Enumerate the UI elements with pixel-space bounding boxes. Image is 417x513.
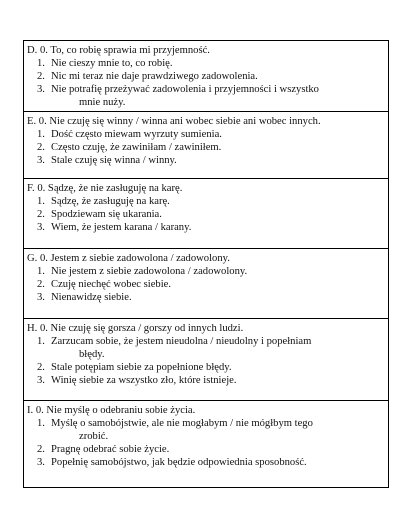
option-number: 1. bbox=[37, 266, 45, 277]
option-number: 2. bbox=[37, 209, 45, 220]
option-text-continued: mnie nuży. bbox=[79, 97, 126, 108]
item-e-option-3 bbox=[27, 154, 384, 167]
option-number: 3. bbox=[37, 84, 45, 95]
option-text: Często czuję, że zawiniłam / zawiniłem. bbox=[51, 142, 222, 153]
item-e-stem: E. 0. Nie czuję się winny / winna ani wobec siebie ani wobec innych. bbox=[27, 116, 321, 127]
option-text-continued: błędy. bbox=[79, 349, 105, 360]
item-i-option-3 bbox=[27, 456, 384, 469]
option-number: 1. bbox=[37, 196, 45, 207]
option-text: Nic mi teraz nie daje prawdziwego zadowolenia. bbox=[51, 71, 258, 82]
option-text: Popełnię samobójstwo, jak będzie odpowiednia sposobność. bbox=[51, 457, 307, 468]
option-text: Winię siebie za wszystko zło, które istnieje. bbox=[51, 375, 237, 386]
option-number: 3. bbox=[37, 292, 45, 303]
option-text: Myślę o samobójstwie, ale nie mogłabym / nie mógłbym tego bbox=[51, 418, 313, 429]
option-text: Sądzę, że zasługuję na karę. bbox=[51, 196, 170, 207]
item-f-options bbox=[27, 195, 384, 234]
option-number: 3. bbox=[37, 222, 45, 233]
option-number: 2. bbox=[37, 279, 45, 290]
item-d-option-2 bbox=[27, 70, 384, 83]
option-text: Nie jestem z siebie zadowolona / zadowolony. bbox=[51, 266, 248, 277]
option-text: Nie cieszy mnie to, co robię. bbox=[51, 58, 173, 69]
option-number: 2. bbox=[37, 142, 45, 153]
option-number: 1. bbox=[37, 336, 45, 347]
item-f bbox=[24, 178, 388, 248]
option-text: Czuję niechęć wobec siebie. bbox=[51, 279, 172, 290]
item-e-option-1 bbox=[27, 128, 384, 141]
item-g-option-3 bbox=[27, 291, 384, 304]
item-d-option-1 bbox=[27, 57, 384, 70]
option-text: Nie potrafię przeżywać zadowolenia i przyjemności i wszystko bbox=[51, 84, 319, 95]
option-number: 3. bbox=[37, 375, 45, 386]
option-number: 2. bbox=[37, 444, 45, 455]
item-i-stem: I. 0. Nie myślę o odebraniu sobie życia. bbox=[27, 405, 196, 416]
item-i-options bbox=[27, 417, 384, 469]
item-e-options bbox=[27, 128, 384, 167]
item-h-stem: H. 0. Nie czuję się gorsza / gorszy od innych ludzi. bbox=[27, 323, 244, 334]
item-h bbox=[24, 318, 388, 400]
option-text: Wiem, że jestem karana / karany. bbox=[51, 222, 192, 233]
option-number: 1. bbox=[37, 418, 45, 429]
item-f-option-2 bbox=[27, 208, 384, 221]
option-text: Stale czuję się winna / winny. bbox=[51, 155, 177, 166]
item-f-option-1 bbox=[27, 195, 384, 208]
item-g bbox=[24, 248, 388, 318]
item-i-option-1 bbox=[27, 417, 384, 443]
option-text: Zarzucam sobie, że jestem nieudolna / nieudolny i popełniam bbox=[51, 336, 312, 347]
option-number: 3. bbox=[37, 155, 45, 166]
option-number: 1. bbox=[37, 58, 45, 69]
item-g-option-2 bbox=[27, 278, 384, 291]
item-d-options bbox=[27, 57, 384, 109]
item-e bbox=[24, 111, 388, 178]
item-d-option-3 bbox=[27, 83, 384, 109]
item-e-option-2 bbox=[27, 141, 384, 154]
option-number: 1. bbox=[37, 129, 45, 140]
option-text: Dość często miewam wyrzuty sumienia. bbox=[51, 129, 222, 140]
option-text: Nienawidzę siebie. bbox=[51, 292, 132, 303]
option-number: 3. bbox=[37, 457, 45, 468]
option-text: Pragnę odebrać sobie życie. bbox=[51, 444, 170, 455]
option-number: 2. bbox=[37, 71, 45, 82]
option-text-continued: zrobić. bbox=[79, 431, 109, 442]
item-i-option-2 bbox=[27, 443, 384, 456]
item-h-option-1 bbox=[27, 335, 384, 361]
item-h-option-3 bbox=[27, 374, 384, 387]
option-text: Stale potępiam siebie za popełnione błędy. bbox=[51, 362, 232, 373]
item-f-stem: F. 0. Sądzę, że nie zasługuję na karę. bbox=[27, 183, 183, 194]
item-g-options bbox=[27, 265, 384, 304]
item-h-option-2 bbox=[27, 361, 384, 374]
item-d-stem: D. 0. To, co robię sprawia mi przyjemność. bbox=[27, 45, 210, 56]
item-f-option-3 bbox=[27, 221, 384, 234]
option-number: 2. bbox=[37, 362, 45, 373]
option-text: Spodziewam się ukarania. bbox=[51, 209, 162, 220]
questionnaire-table bbox=[23, 40, 389, 488]
item-i bbox=[24, 400, 388, 487]
item-g-stem: G. 0. Jestem z siebie zadowolona / zadowolony. bbox=[27, 253, 230, 264]
item-h-options bbox=[27, 335, 384, 387]
item-d bbox=[24, 40, 388, 111]
item-g-option-1 bbox=[27, 265, 384, 278]
